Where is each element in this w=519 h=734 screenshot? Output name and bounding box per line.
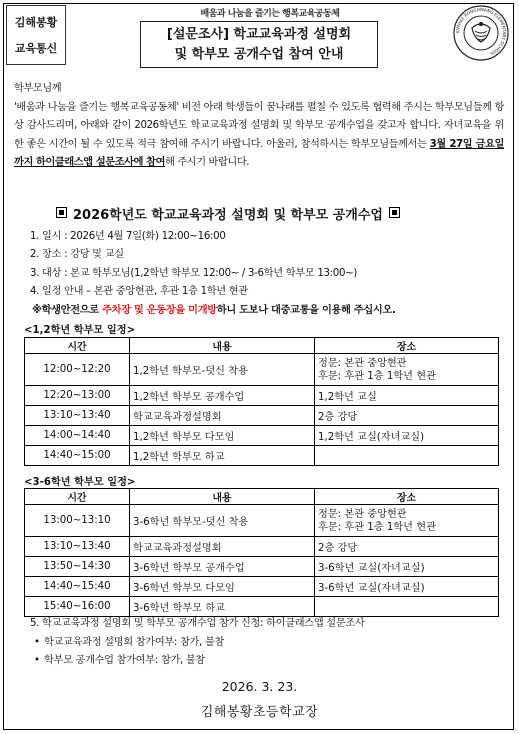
title-line-1: [설문조사] 학교교육과정 설명회 (166, 27, 352, 42)
schedule-12-table (24, 337, 499, 466)
schedule-36-title: <3-6학년 학부모 일정> (24, 477, 136, 488)
application-section (30, 615, 510, 671)
event-details-list (30, 228, 510, 302)
document-title (140, 21, 378, 68)
table-header-row (25, 489, 499, 505)
table-header-row (25, 338, 499, 354)
intro-body: '배움과 나눔을 즐기는 행복교육공동체' 비전 아래 학생들이 꿈나래를 펼칠 수 있도록 협력해 주시는 학부모님들께 항상 감사드리며, 아래와 같이 2026학년도 학교교육과정 설명회 및 학부모 공개수업을 갖고자 합니다. 자녀교육을 위한 좋은 시간이 될 수 있도록 적극 참여해 주시기 바랍니다. 아울러, 참석하시는 학부모님들께서는 (14, 101, 504, 150)
table-row: 14:40~15:40 3-6학년 학부모 다모임 3-6학년 교실(자녀교실) (25, 577, 499, 597)
issue-date: 2026. 3. 23. (221, 679, 298, 694)
intro-body-end: 해 주시기 바랍니다. (165, 157, 250, 168)
detail-item-schedule: 4. 일정 안내 – 본관 중앙현관, 후관 1층 1학년 현관 (30, 286, 248, 298)
column-header-time: 시간 (25, 489, 130, 505)
column-header-content: 내용 (130, 338, 315, 354)
table-row: 12:00~12:20 1,2학년 학부모-덧신 착용 정문: 본관 중앙현관 후문: 후관 1층 1학년 현관 (25, 354, 499, 386)
school-slogan: 배움과 나눔을 즐기는 행복교육공동체 (200, 9, 340, 19)
section-heading (50, 204, 480, 223)
school-name-label: 김해봉황 (14, 16, 58, 29)
column-header-time: 시간 (25, 338, 130, 354)
table-row: 14:00~14:40 1,2학년 학부모 다모임 1,2학년 교실(자녀교실) (25, 426, 499, 446)
parking-closed-warning: 주차장 및 운동장을 미개방 (102, 305, 217, 316)
school-emblem-icon (452, 4, 510, 62)
table-row: 14:40~15:00 1,2학년 학부모 하교 (25, 446, 499, 466)
briefing-attendance-option: • 학교교육과정 설명회 참가여부: 참가, 불참 (30, 634, 510, 653)
salutation: 학부모님께 (14, 83, 62, 94)
square-bullet-icon (389, 207, 400, 218)
principal-signature: 김해봉황초등학교장 (200, 705, 319, 720)
schedule-36-table (24, 488, 499, 617)
safety-notice: ※학생안전으로 주차장 및 운동장을 미개방하니 도보나 대중교통을 이용해 주십시오. (32, 305, 396, 316)
open-class-attendance-option: • 학부모 공개수업 참가여부: 참가, 불참 (30, 652, 510, 671)
table-row: 13:10~13:40 학교교육과정설명회 2층 강당 (25, 537, 499, 557)
schedule-12-title: <1,2학년 학부모 일정> (24, 325, 136, 336)
table-row: 15:40~16:00 3-6학년 학부모 하교 (25, 597, 499, 617)
detail-item-date: 1. 일시 : 2026년 4월 7일(화) 12:00~16:00 (30, 231, 226, 242)
newsletter-label (6, 5, 66, 65)
intro-letter (14, 80, 504, 173)
application-line: 5. 학교교육과정 설명회 및 학부모 공개수업 참가 신청: 하이클래스앱 설문조사 (30, 618, 365, 629)
table-row: 13:00~13:10 3-6학년 학부모-덧신 착용 정문: 본관 중앙현관 후문: 후관 1층 1학년 현관 (25, 505, 499, 537)
detail-item-place: 2. 장소 : 강당 및 교실 (30, 249, 124, 261)
square-bullet-icon (56, 207, 67, 218)
table-row: 13:10~13:40 학교교육과정설명회 2층 강당 (25, 406, 499, 426)
newsletter-type-label: 교육통신 (14, 42, 58, 55)
column-header-place: 장소 (315, 338, 499, 354)
emblem-ring-text: KIMHAE BONGHWANG ELEMENTARY SCHOOL (454, 6, 508, 57)
survey-deadline-emphasis: 3월 27일 금요일까지 하이클래스앱 설문조사에 참여 (14, 138, 504, 168)
title-line-2: 및 학부모 공개수업 참여 안내 (174, 47, 344, 62)
column-header-place: 장소 (315, 489, 499, 505)
table-row: 12:20~13:00 1,2학년 학부모 공개수업 1,2학년 교실 (25, 386, 499, 406)
detail-item-target: 3. 대상 : 본교 학부모님(1,2학년 학부모 12:00~ / 3-6학년 학부모 13:00~) (30, 267, 358, 279)
table-row: 13:50~14:30 3-6학년 학부모 공개수업 3-6학년 교실(자녀교실) (25, 557, 499, 577)
section-heading-text: 2026학년도 학교교육과정 설명회 및 학부모 공개수업 (73, 208, 383, 223)
column-header-content: 내용 (130, 489, 315, 505)
